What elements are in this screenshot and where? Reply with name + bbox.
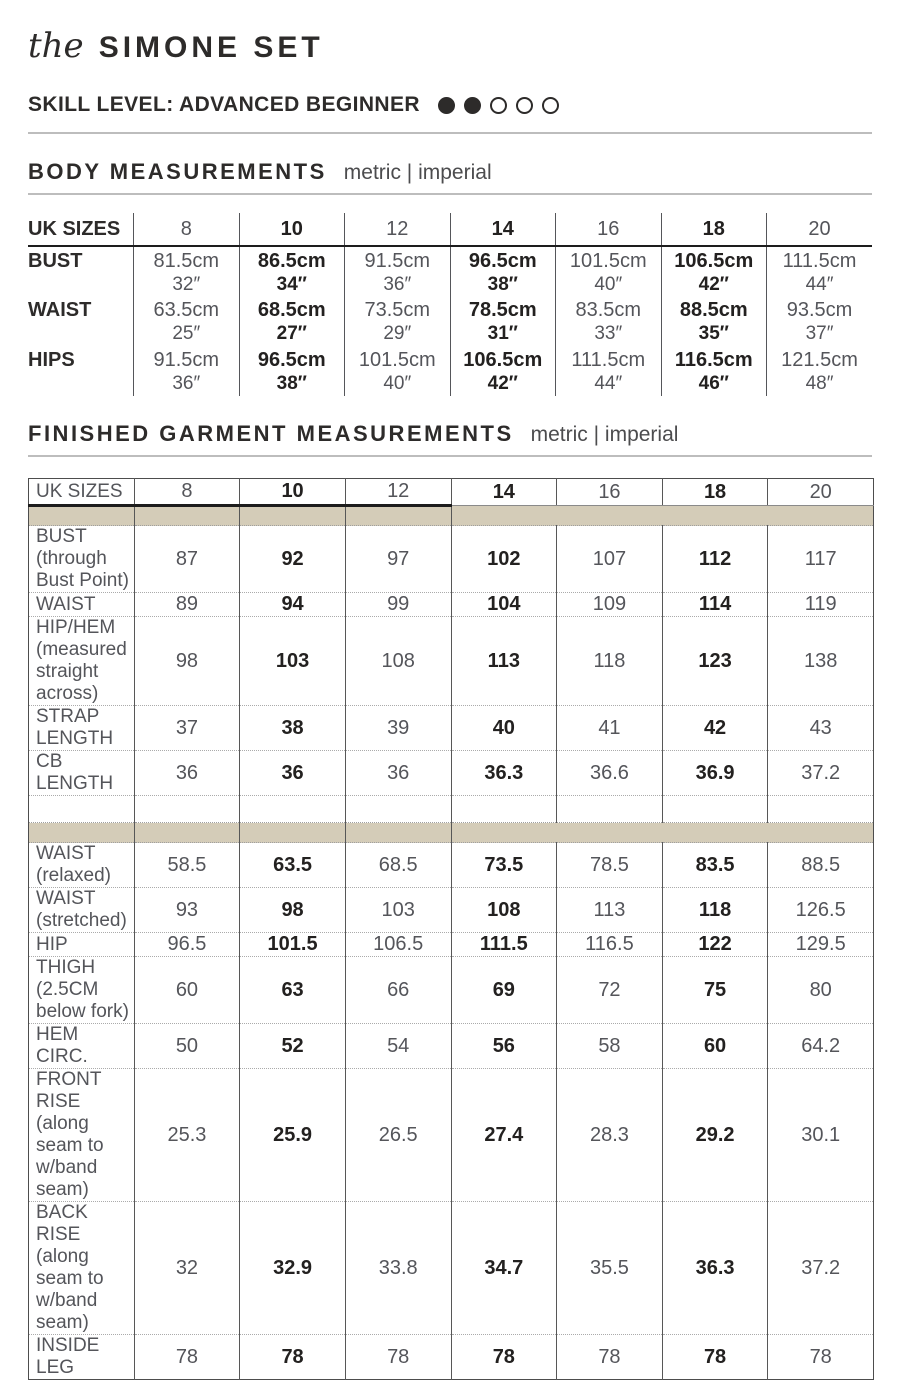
metric-value: 116.5cm	[674, 349, 753, 371]
imperial-value: 48″	[805, 373, 834, 394]
measurement-cell: 101.5	[240, 933, 346, 957]
measurement-cell: 33.8	[345, 1202, 451, 1335]
measurement-cell: 78	[557, 1335, 663, 1380]
size-header-cell: 18	[661, 213, 767, 246]
imperial-value: 40″	[383, 373, 412, 394]
row-label-cell: BUST (through Bust Point)	[29, 526, 135, 593]
imperial-value: 33″	[594, 323, 623, 344]
measurement-cell: 38	[240, 706, 346, 751]
measurement-cell: 112	[662, 526, 768, 593]
size-header-cell: 14	[450, 213, 556, 246]
metric-value: 68.5cm	[257, 299, 326, 321]
table-row	[29, 617, 874, 706]
band-cell	[134, 823, 240, 843]
imperial-value: 40″	[594, 274, 623, 295]
size-header-cell: 16	[557, 479, 663, 506]
measurement-cell: 27.4	[451, 1069, 557, 1202]
measurement-cell: 99	[345, 593, 451, 617]
measurement-cell: 56	[451, 1024, 557, 1069]
measurement-cell	[239, 246, 345, 296]
size-header-cell: 18	[662, 479, 768, 506]
measurement-cell	[345, 346, 451, 396]
measurement-cell: 96.5	[134, 933, 240, 957]
row-label-cell: BACK RISE (along seam to w/band seam)	[29, 1202, 135, 1335]
measurement-cell: 36.6	[557, 751, 663, 796]
measurement-cell: 108	[451, 888, 557, 933]
measurement-cell: 42	[662, 706, 768, 751]
band-cell	[768, 823, 874, 843]
skill-dot-empty-icon	[516, 97, 533, 114]
row-label-cell: HIPS	[28, 349, 75, 371]
measurement-cell: 113	[557, 888, 663, 933]
size-header-cell: 14	[451, 479, 557, 506]
size-header-cell: 10	[239, 213, 345, 246]
imperial-value: 44″	[594, 373, 623, 394]
table-row	[28, 246, 872, 296]
measurement-cell: 103	[345, 888, 451, 933]
measurement-cell	[661, 346, 767, 396]
metric-value: 111.5cm	[571, 349, 646, 371]
measurement-cell: 72	[557, 957, 663, 1024]
measurement-cell: 126.5	[768, 888, 874, 933]
skill-level-label: SKILL LEVEL: ADVANCED BEGINNER	[28, 93, 420, 116]
row-label-cell: WAIST	[28, 299, 92, 321]
metric-value: 81.5cm	[153, 250, 220, 272]
measurement-cell: 87	[134, 526, 240, 593]
measurement-cell: 111.5	[451, 933, 557, 957]
measurement-cell	[450, 296, 556, 346]
measurement-cell: 118	[662, 888, 768, 933]
imperial-value: 31″	[487, 323, 518, 344]
size-header-cell: 20	[768, 479, 874, 506]
skill-dot-empty-icon	[542, 97, 559, 114]
band-cell	[345, 506, 451, 526]
gap-cell	[662, 796, 768, 823]
measurement-cell: 89	[134, 593, 240, 617]
corner-label: UK SIZES	[28, 213, 134, 246]
band-cell	[557, 823, 663, 843]
imperial-value: 29″	[383, 323, 412, 344]
imperial-value: 32″	[172, 274, 201, 295]
gap-cell	[768, 796, 874, 823]
row-label-cell: HEM CIRC.	[29, 1024, 135, 1069]
gap-cell	[557, 796, 663, 823]
measurement-cell: 36.9	[662, 751, 768, 796]
row-label-cell: FRONT RISE (along seam to w/band seam)	[29, 1069, 135, 1202]
table-row	[29, 706, 874, 751]
measurement-cell: 36	[345, 751, 451, 796]
measurement-cell	[239, 296, 345, 346]
table-row	[29, 526, 874, 593]
metric-value: 101.5cm	[569, 250, 647, 272]
band-cell	[240, 823, 346, 843]
gap-cell	[240, 796, 346, 823]
divider	[28, 132, 872, 134]
measurement-cell	[450, 346, 556, 396]
measurement-cell	[134, 296, 240, 346]
band-cell	[662, 506, 768, 526]
measurement-cell	[556, 296, 662, 346]
measurement-cell: 78.5	[557, 843, 663, 888]
metric-value: 106.5cm	[463, 349, 543, 371]
metric-value: 73.5cm	[364, 299, 431, 321]
measurement-cell: 119	[768, 593, 874, 617]
measurement-cell: 60	[662, 1024, 768, 1069]
units-label: metric | imperial	[343, 161, 492, 184]
measurement-cell: 36	[240, 751, 346, 796]
measurement-cell: 80	[768, 957, 874, 1024]
measurement-cell: 109	[557, 593, 663, 617]
imperial-value: 46″	[698, 373, 729, 394]
measurement-cell: 30.1	[768, 1069, 874, 1202]
measurement-cell: 78	[240, 1335, 346, 1380]
measurement-cell	[661, 246, 767, 296]
imperial-value: 34″	[276, 274, 307, 295]
measurement-cell: 34.7	[451, 1202, 557, 1335]
imperial-value: 37″	[805, 323, 834, 344]
measurement-cell: 58	[557, 1024, 663, 1069]
gap-cell	[451, 796, 557, 823]
band-cell	[557, 506, 663, 526]
page-title	[28, 26, 872, 66]
size-header-row	[29, 479, 874, 506]
imperial-value: 42″	[698, 274, 729, 295]
measurement-cell: 106.5	[345, 933, 451, 957]
row-label-cell: STRAP LENGTH	[29, 706, 135, 751]
measurement-cell	[239, 346, 345, 396]
gap-cell	[134, 796, 240, 823]
measurement-cell: 116.5	[557, 933, 663, 957]
imperial-value: 38″	[276, 373, 307, 394]
band-cell	[29, 506, 135, 526]
measurement-cell: 40	[451, 706, 557, 751]
units-label: metric | imperial	[530, 423, 679, 446]
measurement-cell: 52	[240, 1024, 346, 1069]
measurement-cell: 39	[345, 706, 451, 751]
measurement-cell: 78	[134, 1335, 240, 1380]
metric-value: 96.5cm	[468, 250, 537, 272]
divider	[28, 455, 872, 457]
table-row	[29, 1202, 874, 1335]
measurement-cell: 35.5	[557, 1202, 663, 1335]
measurement-cell: 113	[451, 617, 557, 706]
measurement-cell: 41	[557, 706, 663, 751]
corner-label: UK SIZES	[29, 479, 135, 506]
band-cell	[451, 506, 557, 526]
measurement-cell: 88.5	[768, 843, 874, 888]
measurement-cell: 25.9	[240, 1069, 346, 1202]
measurement-cell: 107	[557, 526, 663, 593]
skill-dot-filled-icon	[438, 97, 455, 114]
table-row	[29, 957, 874, 1024]
band-cell	[451, 823, 557, 843]
imperial-value: 25″	[172, 323, 201, 344]
measurement-cell: 37	[134, 706, 240, 751]
measurement-cell	[767, 296, 873, 346]
row-label-cell: CB LENGTH	[29, 751, 135, 796]
measurement-cell: 97	[345, 526, 451, 593]
measurement-cell: 36.3	[662, 1202, 768, 1335]
row-label-cell: WAIST (stretched)	[29, 888, 135, 933]
table-row	[29, 593, 874, 617]
measurement-cell: 58.5	[134, 843, 240, 888]
measurement-cell: 104	[451, 593, 557, 617]
finished-garment-table	[28, 478, 874, 1380]
row-label-cell: WAIST	[29, 593, 135, 617]
measurement-cell: 122	[662, 933, 768, 957]
measurement-cell	[556, 246, 662, 296]
measurement-cell: 123	[662, 617, 768, 706]
measurement-cell: 64.2	[768, 1024, 874, 1069]
measurement-cell	[134, 346, 240, 396]
measurement-cell: 103	[240, 617, 346, 706]
metric-value: 63.5cm	[153, 299, 220, 321]
measurement-cell: 108	[345, 617, 451, 706]
metric-value: 111.5cm	[782, 250, 857, 272]
measurement-cell	[767, 346, 873, 396]
metric-value: 78.5cm	[468, 299, 537, 321]
metric-value: 88.5cm	[679, 299, 748, 321]
gap-cell	[29, 796, 135, 823]
imperial-value: 35″	[698, 323, 729, 344]
measurement-cell: 78	[768, 1335, 874, 1380]
measurement-cell: 37.2	[768, 751, 874, 796]
measurement-cell	[345, 246, 451, 296]
size-header-cell: 8	[134, 213, 240, 246]
body-measurements-heading	[28, 159, 872, 185]
measurement-cell: 98	[134, 617, 240, 706]
measurement-cell: 114	[662, 593, 768, 617]
measurement-cell: 68.5	[345, 843, 451, 888]
row-label-cell: BUST	[28, 250, 83, 272]
measurement-cell: 92	[240, 526, 346, 593]
measurement-cell: 32.9	[240, 1202, 346, 1335]
measurement-cell: 117	[768, 526, 874, 593]
measurement-cell	[345, 296, 451, 346]
metric-value: 101.5cm	[358, 349, 436, 371]
measurement-cell: 78	[662, 1335, 768, 1380]
metric-value: 96.5cm	[257, 349, 326, 371]
measurement-cell: 60	[134, 957, 240, 1024]
measurement-cell	[661, 296, 767, 346]
divider	[28, 193, 872, 195]
imperial-value: 42″	[487, 373, 518, 394]
section-title: FINISHED GARMENT MEASUREMENTS	[28, 421, 514, 446]
measurement-cell: 63	[240, 957, 346, 1024]
measurement-cell: 25.3	[134, 1069, 240, 1202]
measurement-cell: 29.2	[662, 1069, 768, 1202]
size-header-cell: 20	[767, 213, 873, 246]
band-cell	[768, 506, 874, 526]
imperial-value: 38″	[487, 274, 518, 295]
measurement-cell: 26.5	[345, 1069, 451, 1202]
skill-dots	[438, 97, 559, 114]
measurement-cell: 32	[134, 1202, 240, 1335]
size-header-cell: 10	[240, 479, 346, 506]
measurement-cell: 28.3	[557, 1069, 663, 1202]
size-header-cell: 12	[345, 213, 451, 246]
measurement-cell: 66	[345, 957, 451, 1024]
measurement-cell: 73.5	[451, 843, 557, 888]
measurement-cell: 102	[451, 526, 557, 593]
measurement-cell: 54	[345, 1024, 451, 1069]
measurement-cell: 75	[662, 957, 768, 1024]
measurement-cell	[134, 246, 240, 296]
measurement-cell: 63.5	[240, 843, 346, 888]
metric-value: 86.5cm	[257, 250, 326, 272]
measurement-cell: 93	[134, 888, 240, 933]
size-header-row	[28, 213, 872, 246]
skill-dot-empty-icon	[490, 97, 507, 114]
table-row	[29, 888, 874, 933]
measurement-cell: 118	[557, 617, 663, 706]
band-spacer-row	[29, 823, 874, 843]
table-row	[29, 1024, 874, 1069]
table-row	[29, 933, 874, 957]
size-header-cell: 8	[134, 479, 240, 506]
imperial-value: 36″	[383, 274, 412, 295]
metric-value: 121.5cm	[781, 349, 858, 371]
table-row	[29, 751, 874, 796]
table-row	[28, 346, 872, 396]
body-measurements-table	[28, 213, 872, 396]
band-cell	[240, 506, 346, 526]
table-row	[28, 296, 872, 346]
measurement-cell	[556, 346, 662, 396]
table-row	[29, 1069, 874, 1202]
metric-value: 106.5cm	[674, 250, 754, 272]
measurement-cell: 129.5	[768, 933, 874, 957]
section-title: BODY MEASUREMENTS	[28, 159, 327, 184]
measurement-cell: 43	[768, 706, 874, 751]
metric-value: 91.5cm	[364, 250, 431, 272]
title-prefix: the	[28, 26, 84, 66]
row-label-cell: WAIST (relaxed)	[29, 843, 135, 888]
measurement-cell: 36	[134, 751, 240, 796]
row-label-cell: THIGH (2.5CM below fork)	[29, 957, 135, 1024]
row-label-cell: HIP	[29, 933, 135, 957]
skill-dot-filled-icon	[464, 97, 481, 114]
measurement-cell: 83.5	[662, 843, 768, 888]
gap-cell	[345, 796, 451, 823]
band-cell	[134, 506, 240, 526]
band-cell	[29, 823, 135, 843]
imperial-value: 44″	[805, 274, 834, 295]
row-label-cell: HIP/HEM (measured straight across)	[29, 617, 135, 706]
measurement-cell: 138	[768, 617, 874, 706]
measurement-cell: 69	[451, 957, 557, 1024]
finished-garment-heading	[28, 421, 872, 447]
measurement-cell: 98	[240, 888, 346, 933]
metric-value: 83.5cm	[575, 299, 642, 321]
imperial-value: 36″	[172, 373, 201, 394]
measurement-cell: 78	[451, 1335, 557, 1380]
metric-value: 93.5cm	[786, 299, 853, 321]
table-row	[29, 843, 874, 888]
gap-spacer-row	[29, 796, 874, 823]
measurement-cell	[767, 246, 873, 296]
measurement-cell	[450, 246, 556, 296]
measurement-cell: 94	[240, 593, 346, 617]
row-label-cell: INSIDE LEG	[29, 1335, 135, 1380]
title-text: SIMONE SET	[98, 31, 324, 64]
size-header-cell: 12	[345, 479, 451, 506]
table-row	[29, 1335, 874, 1380]
measurement-cell: 50	[134, 1024, 240, 1069]
measurement-cell: 36.3	[451, 751, 557, 796]
skill-level-row	[28, 93, 872, 117]
size-header-cell: 16	[556, 213, 662, 246]
metric-value: 91.5cm	[153, 349, 220, 371]
band-cell	[662, 823, 768, 843]
measurement-cell: 37.2	[768, 1202, 874, 1335]
imperial-value: 27″	[276, 323, 307, 344]
measurement-cell: 78	[345, 1335, 451, 1380]
band-cell	[345, 823, 451, 843]
band-spacer-row	[29, 506, 874, 526]
